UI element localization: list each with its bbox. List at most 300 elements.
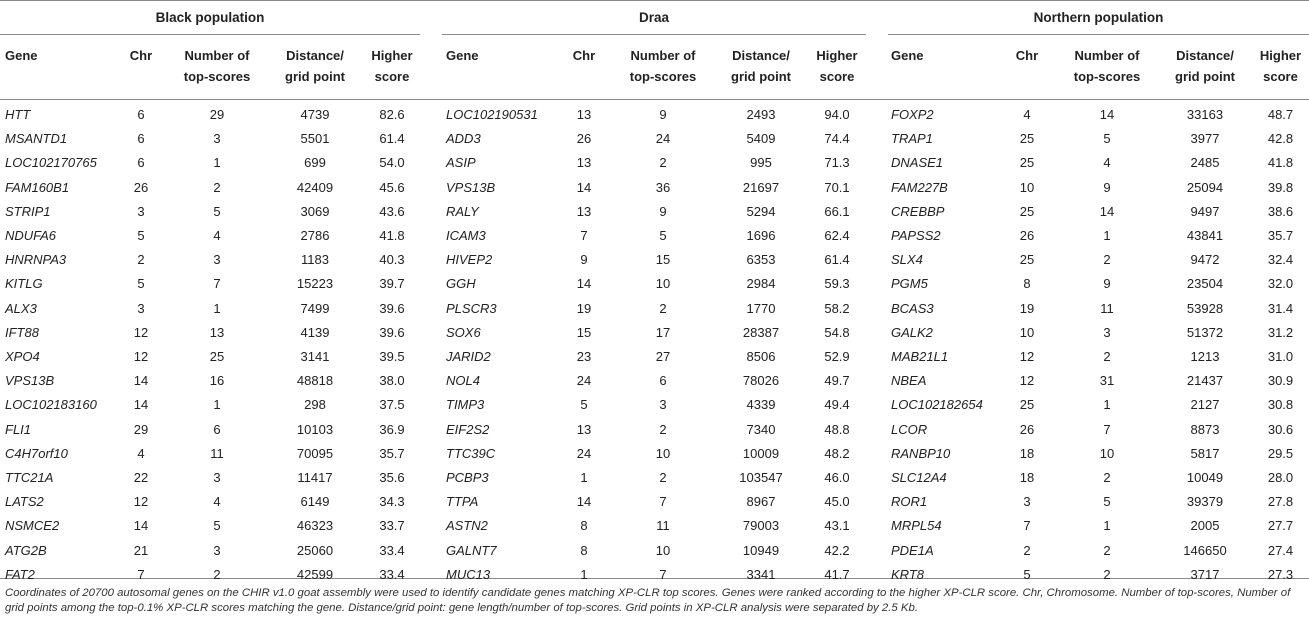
cell-score: 48.8: [824, 421, 850, 437]
cell-distance: 9472: [1190, 252, 1220, 268]
cell-top-scores: 2: [1103, 566, 1111, 582]
cell-distance: 5501: [300, 131, 330, 147]
cell-distance: 9497: [1190, 203, 1220, 219]
cell-distance: 53928: [1186, 300, 1224, 316]
cell-score: 27.7: [1267, 518, 1294, 534]
cell-chr: 24: [576, 445, 592, 461]
cell-distance: 10009: [742, 445, 780, 461]
cell-gene: TIMP3: [446, 397, 485, 413]
cell-top-scores: 2: [1103, 252, 1111, 268]
cell-chr: 12: [133, 494, 149, 510]
cell-score: 39.5: [379, 349, 405, 364]
cell-gene: KRT8: [891, 566, 924, 582]
cell-distance: 3977: [1190, 131, 1220, 147]
table-caption: Coordinates of 20700 autosomal genes on the CHIR v1.0 goat assembly were used to identify candidate genes matching XP-CLR top scores. Genes were ranked according to the higher XP-CLR score. Chr, Chromosome. Number of top-scores, Number of grid points among the top-0.1% XP-CLR scores matching the gene. Distance/grid point: gene length/number of top-scores. Grid points in XP-CLR analysis were separated by 2.5 Kb.: [5, 587, 1291, 614]
cell-chr: 26: [576, 131, 592, 147]
cell-gene: RANBP10: [891, 445, 951, 461]
cell-distance: 5409: [746, 131, 776, 147]
cell-top-scores: 7: [659, 566, 667, 582]
cell-score: 61.4: [824, 252, 850, 268]
cell-score: 45.0: [824, 494, 850, 510]
cell-chr: 8: [580, 518, 588, 534]
cell-gene: FAT2: [5, 566, 35, 582]
cell-score: 35.7: [1267, 228, 1294, 243]
cell-score: 38.6: [1267, 203, 1294, 219]
cell-top-scores: 2: [659, 470, 667, 485]
cell-score: 35.6: [379, 470, 405, 485]
cell-score: 54.8: [824, 324, 850, 340]
cell-gene: MSANTD1: [5, 131, 68, 147]
cell-score: 27.3: [1267, 566, 1294, 582]
cell-top-scores: 5: [213, 203, 221, 219]
cell-score: 74.4: [824, 131, 850, 147]
cell-score: 49.7: [824, 373, 850, 389]
cell-top-scores: 5: [213, 518, 221, 534]
cell-score: 33.7: [379, 518, 405, 534]
cell-distance: 5817: [1190, 445, 1220, 461]
cell-distance: 4739: [300, 107, 330, 122]
cell-gene: ATG2B: [5, 542, 47, 558]
cell-top-scores: 1: [1103, 228, 1111, 243]
cell-chr: 14: [133, 518, 149, 534]
cell-top-scores: 11: [656, 518, 670, 534]
cell-distance: 28387: [742, 324, 780, 340]
cell-chr: 18: [1019, 445, 1035, 461]
cell-distance: 10049: [1186, 470, 1224, 485]
cell-top-scores: 3: [213, 252, 221, 268]
cell-distance: 3069: [300, 203, 330, 219]
group-title: Northern population: [1033, 10, 1164, 25]
cell-score: 31.4: [1267, 300, 1294, 316]
cell-top-scores: 2: [1103, 349, 1111, 364]
cell-top-scores: 3: [213, 470, 221, 485]
cell-gene: LATS2: [5, 494, 44, 510]
cell-top-scores: 2: [213, 179, 221, 195]
cell-top-scores: 2: [1103, 470, 1111, 485]
cell-chr: 1: [580, 566, 588, 582]
cell-distance: 42599: [296, 566, 334, 582]
cell-gene: STRIP1: [5, 203, 51, 219]
cell-top-scores: 1: [213, 397, 221, 413]
cell-score: 30.6: [1267, 421, 1294, 437]
cell-gene: SOX6: [446, 324, 481, 340]
column-header-gene: Gene: [5, 48, 38, 63]
table-top-rule: [0, 0, 1309, 1]
cell-chr: 5: [580, 397, 588, 413]
cell-score: 39.8: [1267, 179, 1294, 195]
column-header-distance: Distance/ grid point: [1175, 48, 1235, 84]
cell-chr: 13: [576, 203, 592, 219]
cell-score: 35.7: [379, 445, 405, 461]
cell-gene: BCAS3: [891, 300, 934, 316]
cell-score: 33.4: [379, 566, 405, 582]
cell-chr: 2: [137, 252, 145, 268]
cell-top-scores: 3: [213, 131, 221, 147]
cell-score: 62.4: [824, 228, 850, 243]
cell-chr: 12: [1019, 349, 1035, 364]
cell-chr: 14: [576, 494, 592, 510]
cell-top-scores: 2: [1103, 542, 1111, 558]
cell-chr: 13: [576, 155, 592, 171]
cell-distance: 8506: [746, 349, 776, 364]
cell-score: 54.0: [379, 155, 405, 171]
cell-top-scores: 5: [1103, 131, 1111, 147]
cell-distance: 146650: [1183, 542, 1227, 558]
cell-score: 94.0: [824, 107, 850, 122]
cell-top-scores: 10: [655, 542, 671, 558]
cell-distance: 33163: [1186, 107, 1224, 122]
cell-gene: HTT: [5, 107, 31, 122]
cell-top-scores: 36: [655, 179, 671, 195]
cell-distance: 1183: [301, 252, 329, 268]
cell-chr: 9: [580, 252, 588, 268]
cell-chr: 6: [137, 107, 145, 122]
cell-gene: PAPSS2: [891, 228, 941, 243]
cell-top-scores: 4: [213, 494, 221, 510]
cell-gene: TTC39C: [446, 445, 496, 461]
cell-distance: 39379: [1186, 494, 1224, 510]
cell-top-scores: 1: [213, 300, 221, 316]
cell-gene: C4H7orf10: [5, 445, 68, 461]
cell-distance: 7340: [746, 421, 776, 437]
cell-top-scores: 10: [1099, 445, 1115, 461]
cell-chr: 29: [133, 421, 149, 437]
cell-top-scores: 29: [209, 107, 225, 122]
cell-distance: 995: [750, 155, 772, 171]
cell-chr: 14: [133, 397, 149, 413]
cell-distance: 3341: [746, 566, 776, 582]
cell-distance: 2005: [1190, 518, 1220, 534]
cell-gene: PGM5: [891, 276, 928, 292]
cell-score: 58.2: [824, 300, 850, 316]
cell-distance: 21437: [1186, 373, 1224, 389]
cell-chr: 26: [133, 179, 149, 195]
cell-chr: 8: [1023, 276, 1031, 292]
cell-score: 27.8: [1267, 494, 1294, 510]
cell-score: 28.0: [1267, 470, 1294, 485]
cell-distance: 79003: [742, 518, 780, 534]
cell-gene: VPS13B: [5, 373, 55, 389]
column-header-gene: Gene: [446, 48, 479, 63]
cell-top-scores: 2: [213, 566, 221, 582]
cell-gene: NDUFA6: [5, 228, 57, 243]
group-underline: [0, 34, 420, 35]
cell-distance: 70095: [296, 445, 334, 461]
cell-distance: 1213: [1190, 349, 1220, 364]
column-header-top-scores: Number of top-scores: [183, 48, 251, 84]
cell-top-scores: 3: [659, 397, 667, 413]
cell-gene: DNASE1: [891, 155, 944, 171]
cell-distance: 25094: [1186, 179, 1224, 195]
cell-distance: 8873: [1190, 421, 1220, 437]
cell-top-scores: 1: [1103, 397, 1111, 413]
cell-score: 39.6: [379, 324, 405, 340]
cell-top-scores: 27: [655, 349, 671, 364]
cell-gene: MRPL54: [891, 518, 942, 534]
cell-gene: TRAP1: [891, 131, 933, 147]
cell-score: 48.2: [824, 445, 850, 461]
cell-gene: LCOR: [891, 421, 928, 437]
cell-score: 39.7: [379, 276, 405, 292]
cell-gene: ICAM3: [446, 228, 486, 243]
cell-top-scores: 1: [213, 155, 221, 171]
cell-distance: 2493: [746, 107, 776, 122]
column-header-score: Higher score: [816, 48, 858, 84]
cell-gene: FAM227B: [891, 179, 948, 195]
cell-distance: 11417: [297, 470, 333, 485]
cell-chr: 10: [1019, 324, 1035, 340]
cell-distance: 15223: [296, 276, 334, 292]
column-header-distance: Distance/ grid point: [285, 48, 345, 84]
cell-gene: PCBP3: [446, 470, 489, 485]
cell-gene: GGH: [446, 276, 476, 292]
cell-top-scores: 2: [659, 421, 667, 437]
cell-distance: 1770: [746, 300, 776, 316]
cell-distance: 2984: [746, 276, 776, 292]
cell-top-scores: 14: [1099, 107, 1115, 122]
column-header-top-scores: Number of top-scores: [629, 48, 697, 84]
cell-score: 30.9: [1267, 373, 1294, 389]
cell-chr: 26: [1019, 228, 1035, 243]
cell-distance: 2485: [1190, 155, 1220, 171]
cell-chr: 4: [1023, 107, 1031, 122]
cell-distance: 5294: [746, 203, 776, 219]
cell-score: 41.7: [824, 566, 850, 582]
cell-score: 41.8: [379, 228, 405, 243]
cell-chr: 1: [580, 470, 588, 485]
cell-score: 82.6: [379, 107, 405, 122]
cell-gene: PLSCR3: [446, 300, 497, 316]
cell-top-scores: 3: [1103, 324, 1111, 340]
cell-distance: 10949: [742, 542, 780, 558]
cell-top-scores: 3: [213, 542, 221, 558]
cell-chr: 24: [576, 373, 592, 389]
cell-chr: 15: [576, 324, 592, 340]
cell-distance: 103547: [739, 470, 783, 485]
cell-gene: TTPA: [446, 494, 479, 510]
cell-chr: 25: [1019, 131, 1035, 147]
cell-chr: 6: [137, 155, 145, 171]
cell-score: 42.2: [824, 542, 850, 558]
cell-gene: MUC13: [446, 566, 491, 582]
cell-chr: 13: [576, 421, 592, 437]
cell-chr: 7: [580, 228, 588, 243]
cell-score: 45.6: [379, 179, 405, 195]
cell-gene: LOC102170765: [5, 155, 97, 171]
cell-score: 43.6: [379, 203, 405, 219]
cell-chr: 21: [133, 542, 149, 558]
cell-chr: 19: [576, 300, 592, 316]
cell-score: 31.0: [1267, 349, 1294, 364]
cell-score: 32.4: [1267, 252, 1294, 268]
cell-top-scores: 7: [1103, 421, 1111, 437]
cell-top-scores: 13: [209, 324, 225, 340]
cell-chr: 4: [137, 445, 145, 461]
cell-chr: 14: [133, 373, 149, 389]
column-header-score: Higher score: [371, 48, 413, 84]
cell-chr: 18: [1019, 470, 1035, 485]
cell-chr: 3: [1023, 494, 1031, 510]
cell-chr: 22: [133, 470, 149, 485]
cell-score: 32.0: [1267, 276, 1294, 292]
column-header-chr: Chr: [572, 48, 596, 63]
cell-gene: PDE1A: [891, 542, 934, 558]
column-header-gene: Gene: [891, 48, 924, 63]
cell-chr: 5: [137, 228, 145, 243]
cell-score: 66.1: [824, 203, 850, 219]
cell-chr: 25: [1019, 155, 1035, 171]
cell-top-scores: 6: [213, 421, 221, 437]
cell-top-scores: 10: [655, 276, 671, 292]
cell-score: 40.3: [379, 252, 405, 268]
cell-top-scores: 24: [655, 131, 671, 147]
cell-top-scores: 11: [1100, 300, 1114, 316]
cell-distance: 42409: [296, 179, 334, 195]
cell-chr: 6: [137, 131, 145, 147]
cell-distance: 3717: [1190, 566, 1220, 582]
cell-score: 49.4: [824, 397, 850, 413]
cell-chr: 3: [137, 203, 145, 219]
cell-gene: FOXP2: [891, 107, 934, 122]
cell-chr: 25: [1019, 203, 1035, 219]
cell-score: 52.9: [824, 349, 850, 364]
cell-distance: 48818: [296, 373, 334, 389]
cell-chr: 10: [1019, 179, 1035, 195]
cell-top-scores: 4: [213, 228, 221, 243]
cell-gene: FLI1: [5, 421, 32, 437]
cell-distance: 46323: [296, 518, 334, 534]
cell-score: 46.0: [824, 470, 850, 485]
group-underline: [442, 34, 866, 35]
cell-chr: 5: [137, 276, 145, 292]
cell-distance: 3141: [300, 349, 330, 364]
cell-gene: GALNT7: [446, 542, 497, 558]
cell-distance: 8967: [746, 494, 776, 510]
cell-score: 59.3: [824, 276, 850, 292]
cell-score: 33.4: [379, 542, 405, 558]
cell-score: 42.8: [1267, 131, 1294, 147]
cell-score: 48.7: [1267, 107, 1294, 122]
cell-score: 70.1: [824, 179, 850, 195]
cell-score: 29.5: [1267, 445, 1294, 461]
cell-top-scores: 17: [655, 324, 671, 340]
cell-score: 71.3: [824, 155, 850, 171]
header-bottom-rule: [0, 99, 1309, 100]
cell-score: 27.4: [1267, 542, 1294, 558]
cell-distance: 7499: [300, 300, 330, 316]
cell-gene: NSMCE2: [5, 518, 60, 534]
column-header-chr: Chr: [129, 48, 153, 63]
cell-score: 36.9: [379, 421, 405, 437]
cell-score: 31.2: [1267, 324, 1294, 340]
cell-chr: 25: [1019, 397, 1035, 413]
cell-gene: LOC102190531: [446, 107, 538, 122]
cell-top-scores: 5: [1103, 494, 1111, 510]
cell-gene: LOC102182654: [891, 397, 983, 413]
cell-distance: 43841: [1186, 228, 1224, 243]
cell-top-scores: 7: [659, 494, 667, 510]
cell-gene: NBEA: [891, 373, 927, 389]
cell-chr: 12: [1019, 373, 1035, 389]
cell-top-scores: 2: [659, 155, 667, 171]
cell-gene: XPO4: [5, 349, 40, 364]
cell-distance: 2127: [1190, 397, 1220, 413]
cell-gene: IFT88: [5, 324, 39, 340]
group-title: Black population: [155, 10, 265, 25]
cell-gene: ASIP: [446, 155, 476, 171]
cell-gene: CREBBP: [891, 203, 945, 219]
cell-score: 39.6: [379, 300, 405, 316]
cell-gene: MAB21L1: [891, 349, 949, 364]
cell-score: 34.3: [379, 494, 405, 510]
cell-top-scores: 9: [659, 107, 667, 122]
cell-distance: 23504: [1186, 276, 1224, 292]
cell-gene: ROR1: [891, 494, 928, 510]
cell-score: 30.8: [1267, 397, 1294, 413]
cell-score: 43.1: [824, 518, 850, 534]
cell-gene: RALY: [446, 203, 479, 219]
cell-distance: 699: [304, 155, 326, 171]
cell-top-scores: 25: [209, 349, 225, 364]
cell-chr: 13: [576, 107, 592, 122]
cell-chr: 25: [1019, 252, 1035, 268]
cell-score: 61.4: [379, 131, 405, 147]
cell-distance: 1696: [746, 228, 776, 243]
cell-chr: 3: [137, 300, 145, 316]
cell-score: 37.5: [379, 397, 405, 413]
cell-top-scores: 5: [659, 228, 667, 243]
cell-score: 41.8: [1267, 155, 1294, 171]
cell-gene: SLC12A4: [891, 470, 947, 485]
cell-distance: 2786: [300, 228, 330, 243]
column-header-score: Higher score: [1259, 48, 1302, 84]
cell-top-scores: 16: [209, 373, 225, 389]
cell-chr: 23: [576, 349, 592, 364]
cell-top-scores: 11: [210, 445, 224, 461]
cell-gene: NOL4: [446, 373, 480, 389]
cell-distance: 4139: [300, 324, 330, 340]
cell-chr: 26: [1019, 421, 1035, 437]
cell-top-scores: 6: [659, 373, 667, 389]
cell-top-scores: 15: [655, 252, 671, 268]
cell-distance: 4339: [746, 397, 776, 413]
cell-top-scores: 7: [213, 276, 221, 292]
cell-distance: 10103: [296, 421, 334, 437]
cell-chr: 19: [1019, 300, 1035, 316]
cell-distance: 51372: [1186, 324, 1224, 340]
group-underline: [888, 34, 1309, 35]
column-header-top-scores: Number of top-scores: [1073, 48, 1141, 84]
cell-chr: 7: [1023, 518, 1031, 534]
cell-top-scores: 9: [1103, 276, 1111, 292]
cell-distance: 21697: [742, 179, 780, 195]
cell-distance: 78026: [742, 373, 780, 389]
cell-score: 38.0: [379, 373, 405, 389]
cell-top-scores: 2: [659, 300, 667, 316]
cell-gene: HNRNPA3: [5, 252, 67, 268]
cell-gene: FAM160B1: [5, 179, 70, 195]
cell-gene: ALX3: [5, 300, 37, 316]
cell-gene: KITLG: [5, 276, 43, 292]
cell-top-scores: 14: [1099, 203, 1115, 219]
cell-gene: JARID2: [446, 349, 491, 364]
cell-chr: 7: [137, 566, 145, 582]
cell-top-scores: 1: [1103, 518, 1111, 534]
cell-chr: 5: [1023, 566, 1031, 582]
cell-chr: 14: [576, 276, 592, 292]
cell-chr: 12: [133, 349, 149, 364]
cell-chr: 2: [1023, 542, 1031, 558]
